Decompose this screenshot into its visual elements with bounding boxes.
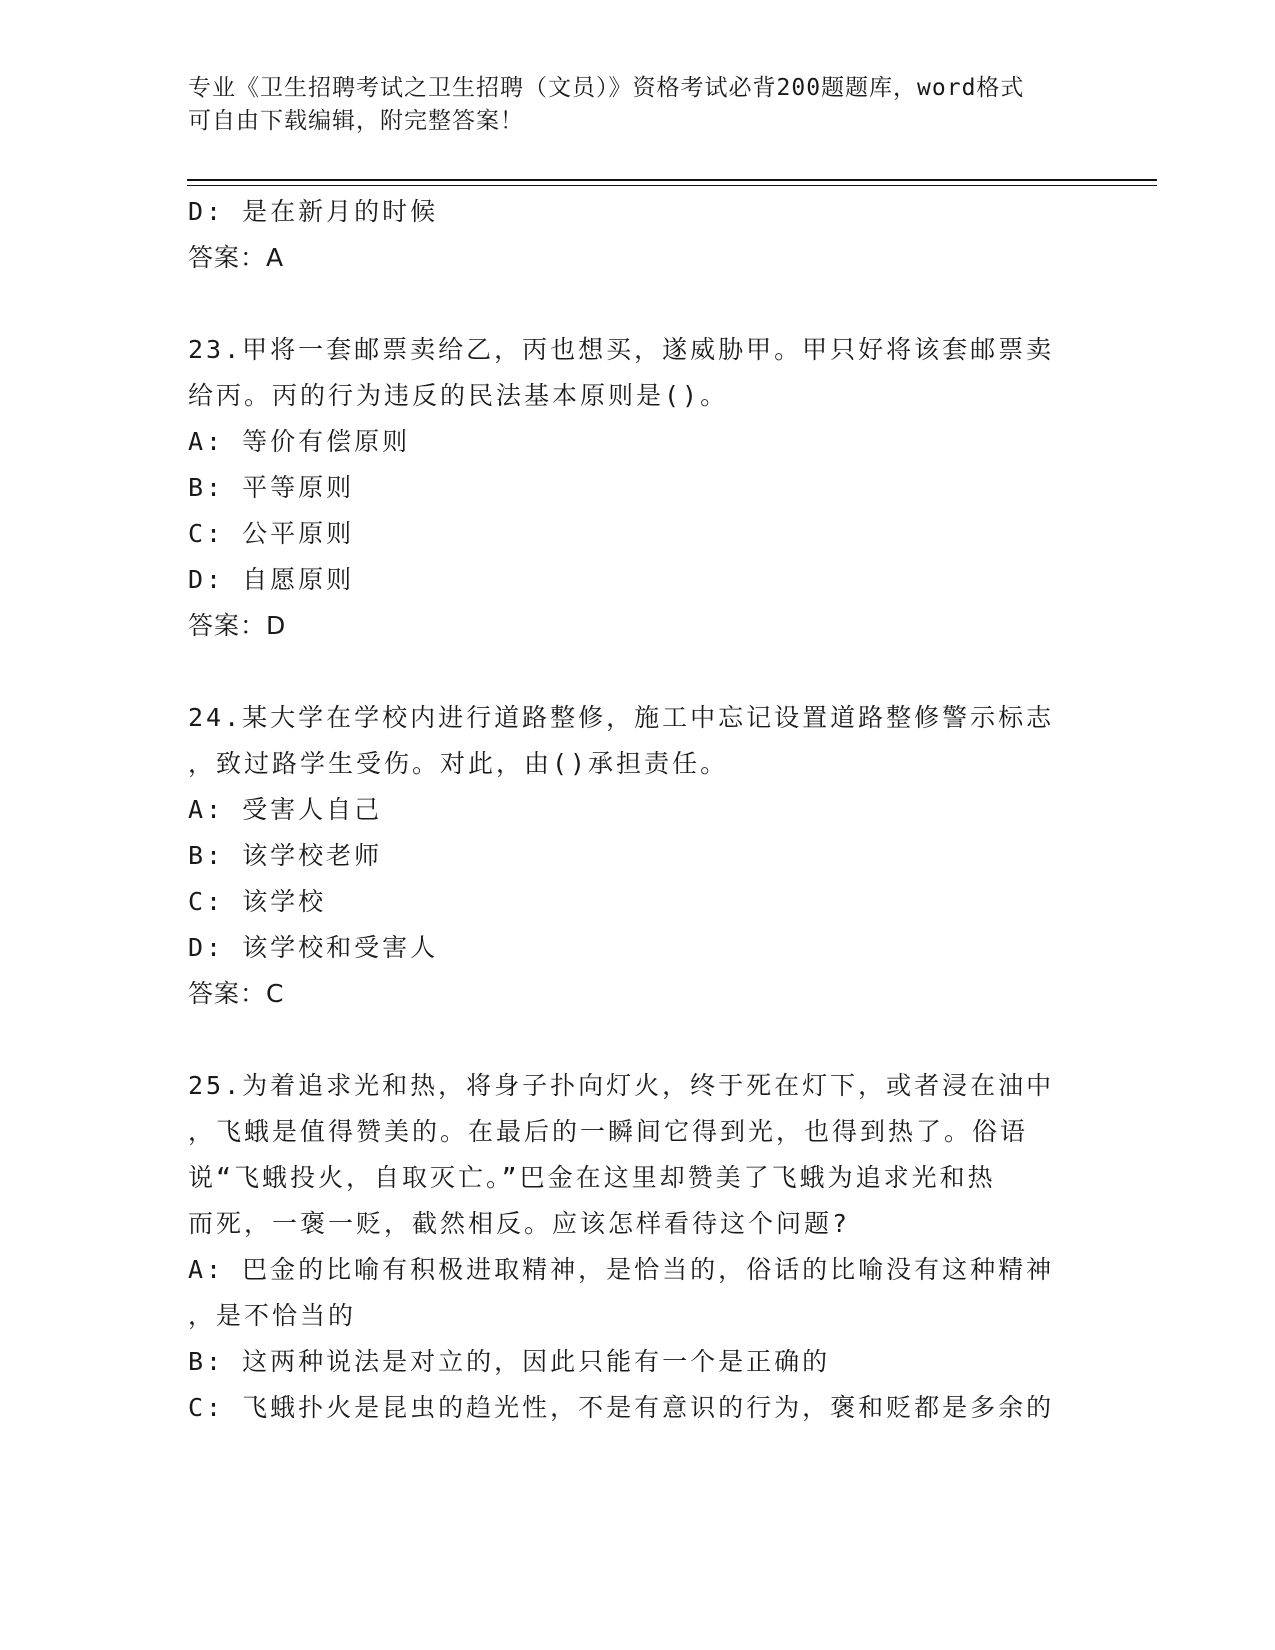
spacer xyxy=(188,1017,1088,1063)
answer-line: 答案：C xyxy=(188,979,285,1008)
option-a: A: 巴金的比喻有积极进取精神，是恰当的，俗话的比喻没有这种精神 xyxy=(188,1255,1055,1284)
question-stem: 说“飞蛾投火，自取灭亡。”巴金在这里却赞美了飞蛾为追求光和热 xyxy=(188,1163,996,1192)
option-c: C: 该学校 xyxy=(188,887,327,916)
document-header xyxy=(188,72,1078,138)
header-title-line-2: 可自由下载编辑，附完整答案！ xyxy=(188,108,524,134)
question-stem: 给丙。丙的行为违反的民法基本原则是()。 xyxy=(188,381,729,410)
option-c: C: 公平原则 xyxy=(188,519,355,548)
option-c: C: 飞蛾扑火是昆虫的趋光性，不是有意识的行为，褒和贬都是多余的 xyxy=(188,1393,1055,1422)
option-d: D: 该学校和受害人 xyxy=(188,933,439,962)
question-stem: ，致过路学生受伤。对此，由()承担责任。 xyxy=(188,749,729,778)
question-25 xyxy=(188,1063,1088,1431)
question-23 xyxy=(188,327,1088,649)
header-rule-thick xyxy=(187,179,1157,181)
option-a-continued: ，是不恰当的 xyxy=(188,1301,357,1330)
option-d: D: 自愿原则 xyxy=(188,565,355,594)
question-list xyxy=(188,189,1088,1431)
option-d: D: 是在新月的时候 xyxy=(188,197,439,226)
question-24 xyxy=(188,695,1088,1017)
answer-line: 答案：D xyxy=(188,611,287,640)
option-b: B: 平等原则 xyxy=(188,473,355,502)
header-title-line-1: 专业《卫生招聘考试之卫生招聘（文员）》资格考试必背200题题库，word格式 xyxy=(188,75,1025,101)
option-a: A: 受害人自己 xyxy=(188,795,383,824)
spacer xyxy=(188,281,1088,327)
question-stem: 而死，一褒一贬，截然相反。应该怎样看待这个问题? xyxy=(188,1209,851,1238)
option-b: B: 该学校老师 xyxy=(188,841,383,870)
spacer xyxy=(188,649,1088,695)
question-stem: 25.为着追求光和热，将身子扑向灯火，终于死在灯下，或者浸在油中 xyxy=(188,1071,1055,1100)
answer-line: 答案：A xyxy=(188,243,285,272)
option-b: B: 这两种说法是对立的，因此只能有一个是正确的 xyxy=(188,1347,831,1376)
question-22-tail xyxy=(188,189,1088,281)
question-stem: ，飞蛾是值得赞美的。在最后的一瞬间它得到光，也得到热了。俗语 xyxy=(188,1117,1029,1146)
header-rule-thin xyxy=(187,185,1157,186)
question-stem: 24.某大学在学校内进行道路整修，施工中忘记设置道路整修警示标志 xyxy=(188,703,1055,732)
question-stem: 23.甲将一套邮票卖给乙，丙也想买，遂威胁甲。甲只好将该套邮票卖 xyxy=(188,335,1055,364)
option-a: A: 等价有偿原则 xyxy=(188,427,411,456)
